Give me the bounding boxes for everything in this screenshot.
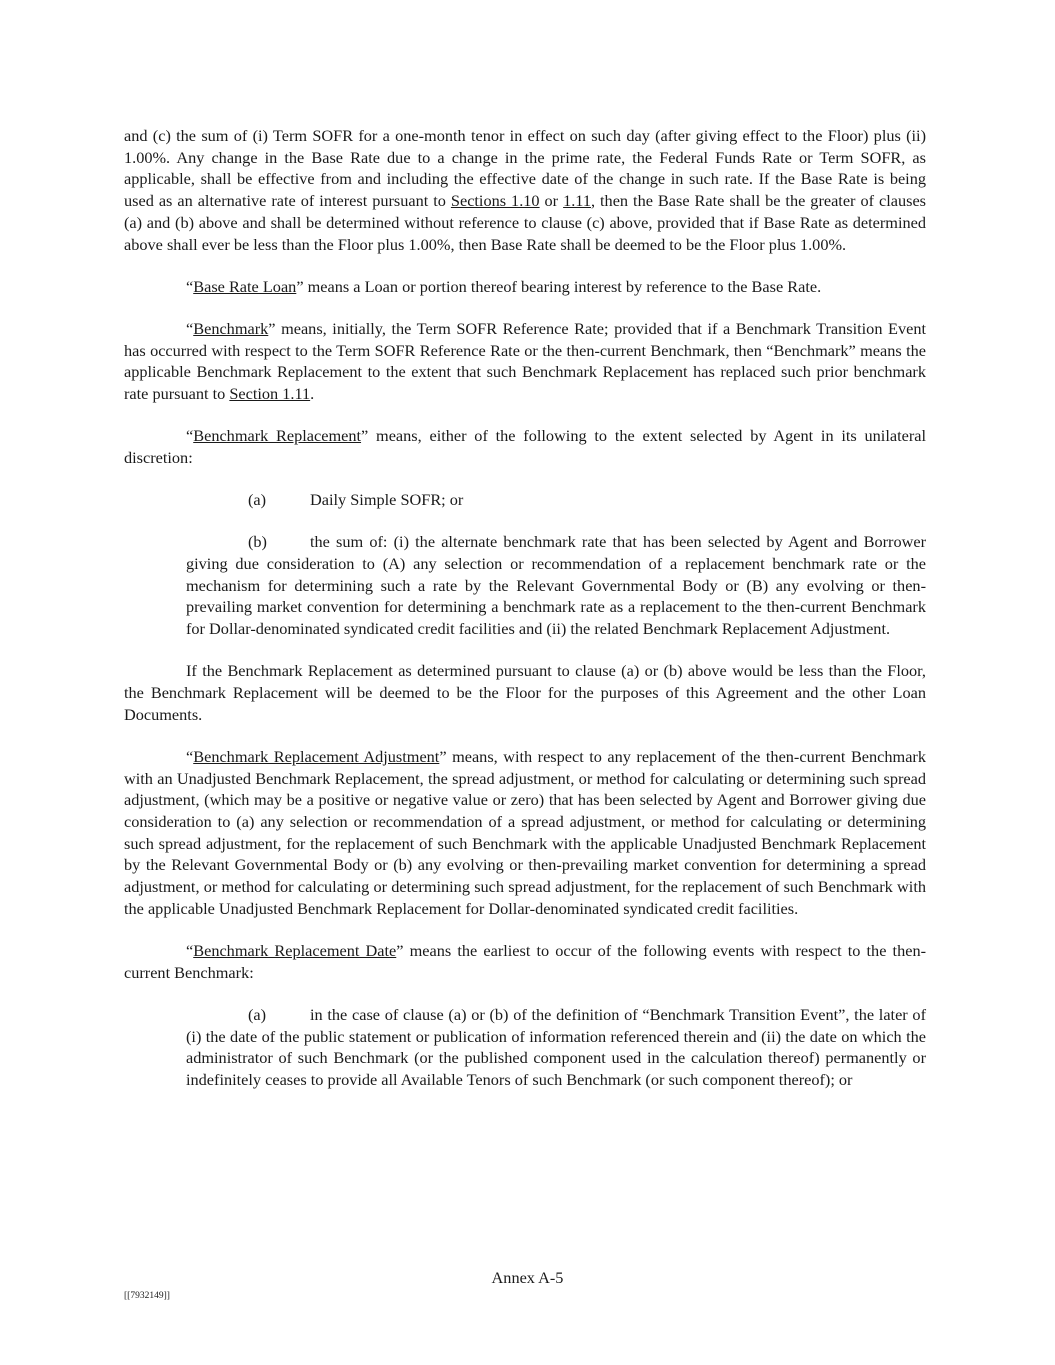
document-body xyxy=(124,125,926,1111)
benchmark-replacement-definition: “Benchmark Replacement” means, either of the following to the extent selected by Agent in its unilateral discretion: xyxy=(124,426,926,467)
benchmark-replacement-adjustment-definition: “Benchmark Replacement Adjustment” means, with respect to any replacement of the then-current Benchmark with an Unadjusted Benchmark Replacement, the spread adjustment, or method for calculating or determining such spread adjustment, (which may be a positive or negative value or zero) that has been selected by Agent and Borrower giving due consideration to (a) any selection or recommendation of a spread adjustment, or method for calculating or determining such spread adjustment, for the replacement of such Benchmark with the applicable Unadjusted Benchmark Replacement by the Relevant Governmental Body or (b) any evolving or then-prevailing market convention for determining a spread adjustment, or method for calculating or determining such spread adjustment, for the replacement of such Benchmark with the applicable Unadjusted Benchmark Replacement for Dollar-denominated syndicated credit facilities. xyxy=(124,746,926,918)
defined-term-base-rate-loan: Base Rate Loan xyxy=(193,276,297,296)
base-rate-loan-definition: “Base Rate Loan” means a Loan or portion thereof bearing interest by reference to the Base Rate. xyxy=(186,276,822,296)
document-id: [[7932149]] xyxy=(124,1291,170,1301)
benchmark-definition: “Benchmark” means, initially, the Term SOFR Reference Rate; provided that if a Benchmark Transition Event has occurred with respect to the Term SOFR Reference Rate or the then-current Benchmark, then “Benchmark” means the applicable Benchmark Replacement to the extent that such Benchmark Replacement has replaced such prior benchmark rate pursuant to Section 1.11. xyxy=(124,318,926,404)
defined-term-benchmark-replacement: Benchmark Replacement xyxy=(193,426,362,446)
defined-term-benchmark-replacement-adjustment: Benchmark Replacement Adjustment xyxy=(193,746,440,766)
sections-1-10-link[interactable]: Sections 1.10 xyxy=(450,191,540,211)
clause-label: (b) xyxy=(248,532,267,552)
clause-label: (a) xyxy=(248,1005,267,1024)
floor-clause-paragraph: If the Benchmark Replacement as determined pursuant to clause (a) or (b) above would be less than the Floor, the Benchmark Replacement will be deemed to be the Floor for the purposes of this Agreement and the other Loan Documents. xyxy=(124,661,926,724)
clause-label: (a) xyxy=(248,490,267,510)
section-1-11-link[interactable]: 1.11 xyxy=(563,191,591,211)
benchmark-replacement-date-clause-a: (a) in the case of clause (a) or (b) of the definition of “Benchmark Transition Event”, the later of (i) the date of the public statement or publication of information referenced therein and (ii) the date on which the administrator of such Benchmark (or the published component used in the calculation thereof) permanently or indefinitely ceases to provide all Available Tenors of such Benchmark (or such component thereof); or xyxy=(186,1005,926,1090)
page-footer-label: Annex A-5 xyxy=(491,1268,564,1287)
benchmark-replacement-clause-a: (a) Daily Simple SOFR; or xyxy=(248,490,464,510)
defined-term-benchmark: Benchmark xyxy=(193,318,269,338)
benchmark-replacement-clause-b: (b) the sum of: (i) the alternate benchmark rate that has been selected by Agent and Borrower giving due consideration to (A) any selection or recommendation of a replacement benchmark rate or the mechanism for determining such a rate by the Relevant Governmental Body or (B) any evolving or then-prevailing market convention for determining a benchmark rate as a replacement to the then-current Benchmark for Dollar-denominated syndicated credit facilities and (ii) the related Benchmark Replacement Adjustment. xyxy=(186,532,926,639)
benchmark-replacement-date-definition: “Benchmark Replacement Date” means the earliest to occur of the following events with respect to the then-current Benchmark: xyxy=(124,941,927,982)
base-rate-continuation-paragraph: and (c) the sum of (i) Term SOFR for a one-month tenor in effect on such day (after giving effect to the Floor) plus (ii) 1.00%. Any change in the Base Rate due to a change in the prime rate, the Federal Funds Rate or Term SOFR, as applicable, shall be effective from and including the effective date of the change in such rate. If the Base Rate is being used as an alternative rate of interest pursuant to Sections 1.10 or 1.11, then the Base Rate shall be the greater of clauses (a) and (b) above and shall be determined without reference to clause (c) above, provided that if Base Rate as determined above shall ever be less than the Floor plus 1.00%, then Base Rate shall be deemed to be the Floor plus 1.00%. xyxy=(124,126,927,254)
defined-term-benchmark-replacement-date: Benchmark Replacement Date xyxy=(193,941,397,961)
section-1-11-reference-link[interactable]: Section 1.11 xyxy=(229,384,311,404)
